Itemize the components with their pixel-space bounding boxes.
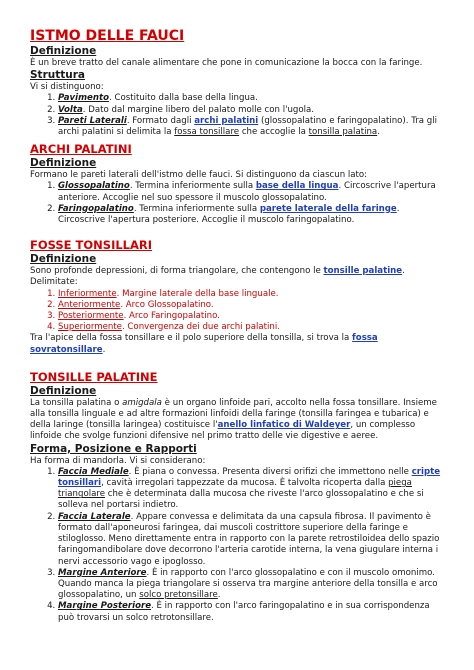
list-item: 3. Posteriormente. Arco Faringopalatino. bbox=[58, 311, 444, 322]
list-item: 1. Inferiormente. Margine laterale della base linguale. bbox=[58, 289, 444, 300]
list-item: 4. Superiormente. Convergenza dei due archi palatini. bbox=[58, 322, 444, 333]
section-title-archi: ARCHI PALATINI bbox=[30, 142, 132, 157]
tonsille-definition: La tonsilla palatina o amigdala è un organo linfoide pari, accolto nella fossa tonsillare. Insieme alla tonsilla linguale e ad altre formazioni linfoidi della faringe (tonsilla faringea e tubarica) e della laringe (tonsilla laringea) costituisce l'anello linfatico di Waldeyer, un complesso linfoide che svolge funzioni difensive nel primo tratto delle vie digestive e aeree. bbox=[30, 397, 437, 442]
link-parete-laterale-faringe[interactable]: parete laterale della faringe bbox=[259, 203, 397, 214]
list-item: 3. Pareti Laterali. Formato dagli archi palatini (glossopalatino e faringopalatino). Tra gli archi palatini si delimita la fossa tonsillare che accoglie la tonsilla palatina. bbox=[58, 116, 444, 138]
forma-list bbox=[30, 467, 444, 624]
struttura-list bbox=[30, 93, 444, 138]
archi-list bbox=[30, 181, 444, 226]
definizione-heading: Definizione bbox=[30, 45, 97, 57]
list-item: 2. Faccia Laterale. Appare convessa e delimitata da una capsula fibrosa. Il pavimento è formato dall'aponeurosi faringea, dai muscoli costrittore superiore della faringe e stiloglosso. Meno direttamente entra in rapporto con la parete retrostiloidea dello spazio faringomandibolare dove decorrono l'arteria carotide interna, la vena giugulare interna i nervi accessorio vago e ipoglosso. bbox=[58, 512, 444, 568]
section-title-fosse: FOSSE TONSILLARI bbox=[30, 238, 153, 253]
archi-intro: Formano le pareti laterali dell'istmo delle fauci. Si distinguono da ciascun lato: bbox=[30, 170, 368, 181]
definizione-heading: Definizione bbox=[30, 384, 97, 397]
link-base-della-lingua[interactable]: base della lingua bbox=[255, 181, 339, 192]
fosse-definition: Sono profonde depressioni, di forma triangolare, che contengono le tonsille palatine. bbox=[30, 266, 405, 277]
forma-intro: Ha forma di mandorla. Vi si considerano: bbox=[30, 455, 206, 466]
struttura-intro: Vi si distinguono: bbox=[30, 82, 104, 93]
link-anello-waldeyer[interactable]: anello linfatico di Waldeyer bbox=[217, 420, 351, 431]
fosse-list bbox=[30, 289, 444, 334]
section-title-istmo: ISTMO DELLE FAUCI bbox=[30, 28, 185, 44]
list-item: 1. Faccia Mediale. È piana o convessa. Presenta diversi orifizi che immettono nelle cripte tonsillari, cavità irregolari tappezzate da mucosa. È talvolta ricoperta dalla piega triangolare che è determinata dalla mucosa che riveste l'arco glossopalatino e che si solleva nel portarsi indietro. bbox=[58, 467, 444, 512]
link-tonsille-palatine[interactable]: tonsille palatine bbox=[323, 266, 403, 277]
link-archi-palatini[interactable]: archi palatini bbox=[194, 115, 259, 126]
list-item: 2. Volta. Dato dal margine libero del palato molle con l'ugola. bbox=[58, 105, 444, 116]
link-fossa-sovratonsillare[interactable]: fossa sovratonsillare bbox=[30, 333, 378, 355]
definizione-heading: Definizione bbox=[30, 157, 97, 170]
list-item: 3. Margine Anteriore. È in rapporto con l'arco glossopalatino e con il muscolo omonimo. Quando manca la piega triangolare si osserva tra margine anteriore della tonsilla e arco glossopalatino, un solco pretonsillare. bbox=[58, 568, 444, 602]
struttura-heading: Struttura bbox=[30, 69, 86, 82]
link-cripte-tonsillari[interactable]: cripte tonsillari bbox=[58, 466, 441, 489]
definizione-text: È un breve tratto del canale alimentare che pone in comunicazione la bocca con la faringe. bbox=[30, 58, 423, 68]
definizione-heading: Definizione bbox=[30, 253, 97, 266]
list-item: 1. Pavimento. Costituito dalla base della lingua. bbox=[58, 93, 444, 104]
forma-heading: Forma, Posizione e Rapporti bbox=[30, 442, 197, 455]
list-item: 1. Glossopalatino. Termina inferiormente sulla base della lingua. Circoscrive l'apertura anteriore. Accoglie nel suo spessore il muscolo glossopalatino. bbox=[58, 181, 444, 203]
fosse-outro: Tra l'apice della fossa tonsillare e il polo superiore della tonsilla, si trova la fossa sovratonsillare. bbox=[30, 333, 378, 355]
list-item: 2. Faringopalatino. Termina inferiormente sulla parete laterale della faringe. Circoscrive l'apertura posteriore. Accoglie il muscolo faringopalatino. bbox=[58, 204, 444, 226]
list-item: 2. Anteriormente. Arco Glossopalatino. bbox=[58, 300, 444, 311]
list-item: 4. Margine Posteriore. È in rapporto con l'arco faringopalatino e in sua corrispondenza può trovarsi un solco retrotonsillare. bbox=[58, 601, 444, 623]
section-title-tonsille: TONSILLE PALATINE bbox=[30, 369, 158, 384]
fosse-delimitate: Delimitate: bbox=[30, 277, 78, 288]
